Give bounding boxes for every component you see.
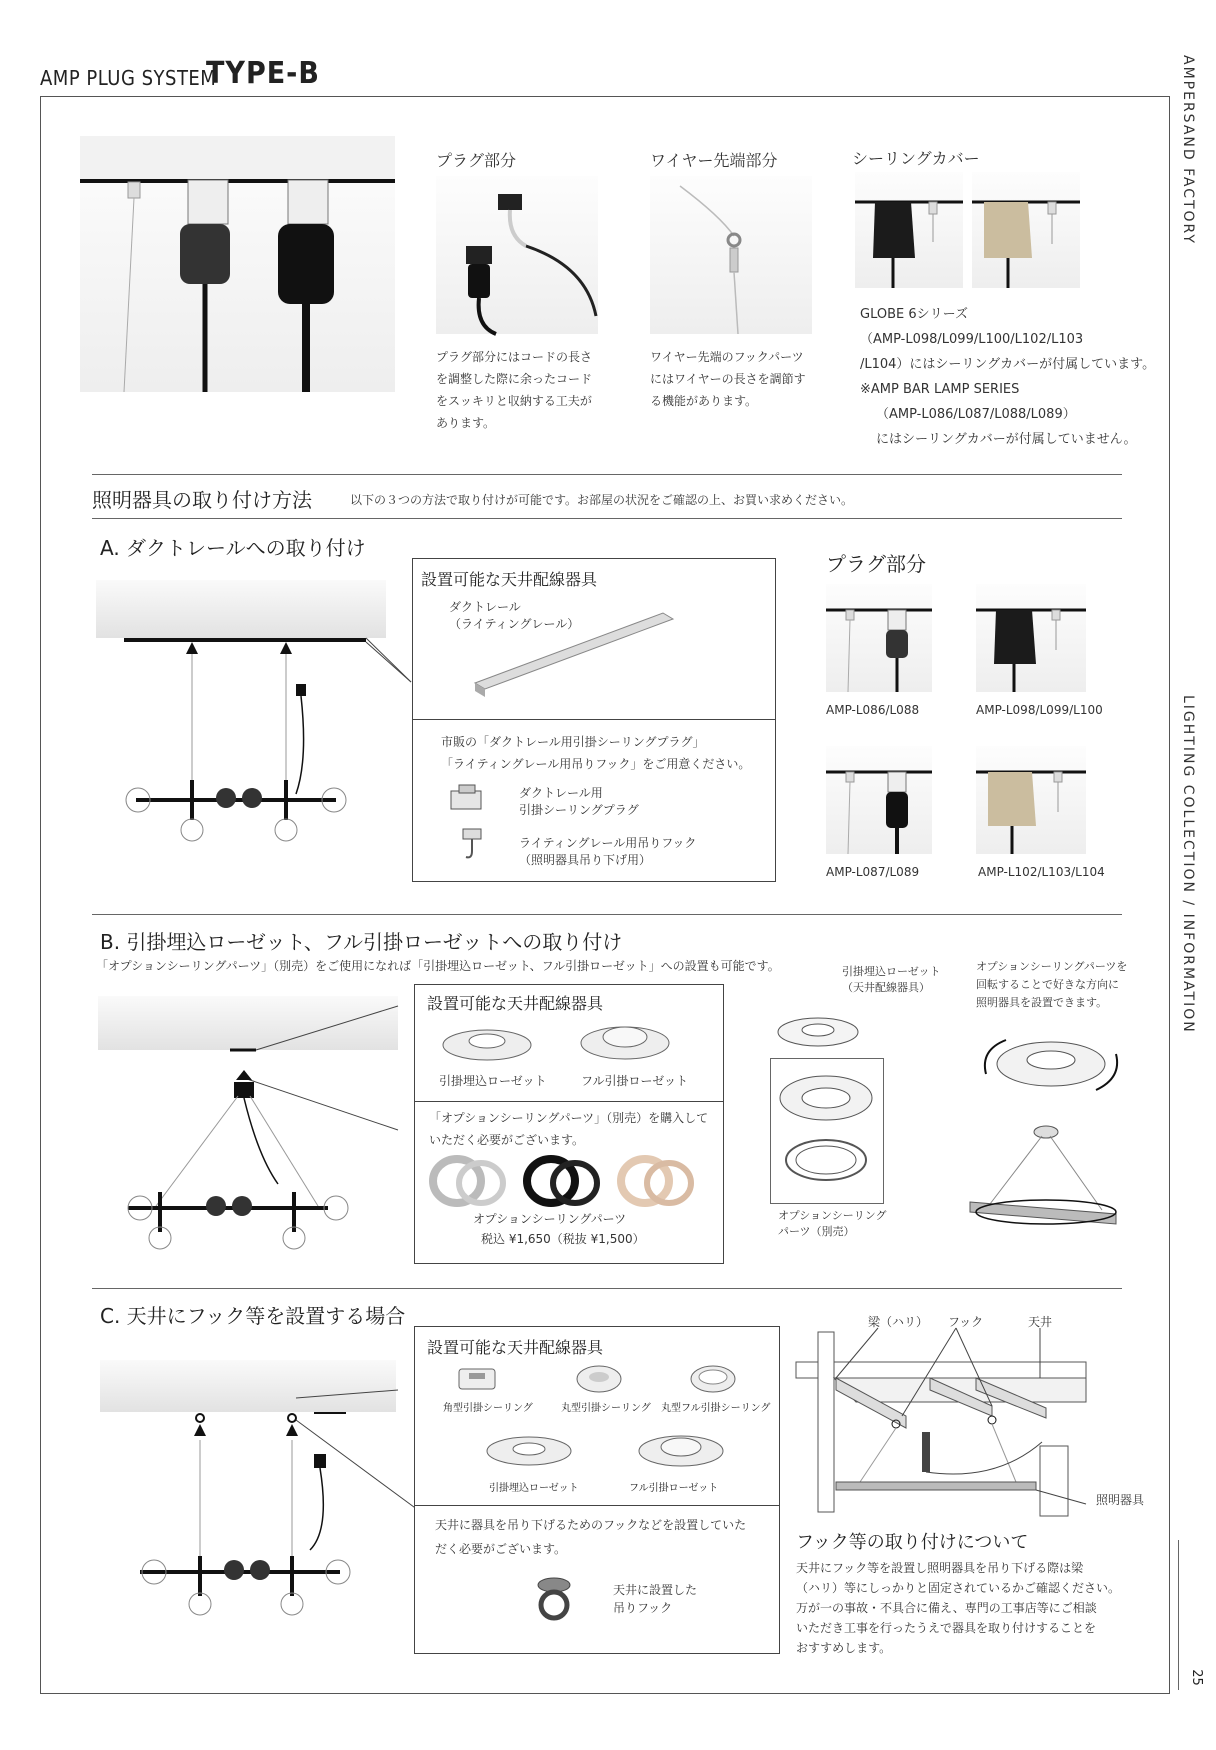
rail-hook-icon	[459, 829, 489, 865]
about-line: いただき工事を行ったうえで器具を取り付けすることを	[796, 1621, 1097, 1635]
cover-desc-line: にはシーリングカバーが付属していません。	[876, 432, 1137, 447]
about-line: （ハリ）等にしっかりと固定されているかご確認ください。	[796, 1581, 1121, 1595]
rotate-note-line: 回転することで好きな方向に	[976, 978, 1119, 991]
cover-black-illustration	[855, 172, 963, 288]
cover-desc-line: ※AMP BAR LAMP SERIES	[860, 382, 1020, 397]
model-illustration-2	[976, 584, 1086, 692]
wire-photo	[650, 176, 812, 334]
plug-desc-line: を調整した際に余ったコード	[436, 372, 593, 386]
diag-label2-line: パーツ（別売）	[778, 1225, 855, 1238]
fixture-label: 照明器具	[1096, 1493, 1145, 1507]
secB-note	[429, 1107, 708, 1151]
rosette1-icon	[437, 1019, 547, 1063]
about-desc	[796, 1558, 1146, 1658]
model-label-1: AMP-L086/L088	[826, 703, 920, 717]
item-square: 角型引掛シーリング	[443, 1403, 533, 1414]
model-photo-4	[976, 746, 1086, 854]
model-photo-1	[826, 584, 932, 692]
hook-label-line: 吊りフック	[613, 1601, 673, 1615]
secB-note-line: 「オプションシーリングパーツ」（別売）を購入して	[429, 1111, 709, 1125]
plug-adapter-icon	[449, 783, 489, 813]
page-number: 25	[1188, 1669, 1204, 1686]
item-embed: 引掛埋込ローゼット	[489, 1483, 579, 1494]
wire-desc-line: にはワイヤーの長さを調節す	[650, 372, 806, 386]
ceiling-hook-icon	[531, 1575, 577, 1625]
secA-item1	[519, 785, 639, 819]
about-line: おすすめします。	[796, 1641, 892, 1655]
hook-label	[613, 1581, 697, 1617]
plug-desc-line: プラグ部分にはコードの長さ	[436, 350, 593, 364]
square-ceiling-icon	[455, 1363, 501, 1393]
series-label: AMP PLUG SYSTEM	[40, 66, 217, 90]
model-illustration-1	[826, 584, 932, 692]
cover-title: シーリングカバー	[852, 149, 980, 168]
rotation-illustration	[976, 1020, 1126, 1110]
plug-illustration	[436, 176, 598, 334]
secA-item2	[519, 835, 696, 869]
secA-note-line: 「ライティングレール用吊りフック」をご用意ください。	[441, 757, 751, 771]
hero-illustration	[80, 136, 395, 392]
model-label-3: AMP-L087/L089	[826, 865, 920, 879]
rosette-exploded-parts	[776, 1064, 876, 1194]
secC-note	[435, 1513, 746, 1561]
diag-label1-line: 引掛埋込ローゼット	[842, 965, 941, 978]
secB-sub: 「オプションシーリングパーツ」（別売）をご使用になれば「引掛埋込ローゼット、フル引掛ローゼット」への設置も可能です。	[96, 959, 780, 973]
wire-desc-line: る機能があります。	[650, 394, 758, 408]
model-illustration-4	[976, 746, 1086, 854]
item-round: 丸型引掛シーリング	[561, 1403, 651, 1414]
diag-label1	[842, 964, 941, 996]
secA-item2-line: （照明器具吊り下げ用）	[519, 853, 652, 867]
secB-box-title: 設置可能な天井配線器具	[427, 994, 604, 1013]
hero-photo	[80, 136, 395, 392]
parts-name: オプションシーリングパーツ	[473, 1212, 627, 1226]
secB-box-divider	[415, 1101, 723, 1102]
diag-label2	[778, 1208, 887, 1240]
secB-title: B. 引掛埋込ローゼット、フル引掛ローゼットへの取り付け	[100, 930, 623, 954]
rosette-embed-icon	[481, 1427, 577, 1473]
round-ceiling-icon	[573, 1359, 625, 1395]
secC-diagram	[100, 1360, 420, 1620]
model-illustration-3	[826, 746, 932, 854]
brand-vertical: AMPERSAND FACTORY	[1180, 55, 1196, 245]
diag-label1-line: （天井配線器具）	[842, 981, 930, 994]
type-label: TYPE-B	[206, 56, 320, 91]
wire-desc	[650, 346, 820, 412]
rail-label-line: （ライティングレール）	[449, 617, 580, 631]
secA-item1-line: 引掛シーリングプラグ	[519, 803, 639, 817]
secB-rule	[92, 914, 1122, 915]
page-rule	[1178, 1540, 1179, 1690]
rosette2-label: フル引掛ローゼット	[581, 1074, 689, 1088]
secA-title: A. ダクトレールへの取り付け	[100, 536, 366, 560]
item-full: フル引掛ローゼット	[629, 1483, 719, 1494]
wire-illustration	[650, 176, 812, 334]
model-photo-2	[976, 584, 1086, 692]
rotate-note-line: 照明器具を設置できます。	[976, 996, 1108, 1009]
hook-label-line: 天井に設置した	[613, 1583, 698, 1597]
ceiling-label: 天井	[1028, 1315, 1053, 1329]
rail-illustration	[413, 559, 775, 719]
wire-title: ワイヤー先端部分	[650, 151, 778, 170]
parts-price: 税込 ¥1,650（税抜 ¥1,500）	[481, 1232, 645, 1246]
secC-title: C. 天井にフック等を設置する場合	[100, 1304, 406, 1328]
secA-plug-title: プラグ部分	[826, 552, 926, 576]
secB-diagram	[98, 996, 418, 1256]
rail-label-line: ダクトレール	[449, 600, 521, 614]
cover-gold-illustration	[972, 172, 1080, 288]
rotate-note-line: オプションシーリングパーツを	[976, 960, 1128, 973]
item-round-full: 丸型フル引掛シーリング	[661, 1403, 771, 1414]
model-label-4: AMP-L102/L103/L104	[978, 865, 1105, 879]
rotated-fixture-illustration	[966, 1120, 1126, 1240]
secC-rule	[92, 1288, 1122, 1289]
secA-note-line: 市販の「ダクトレール用引掛シーリングプラグ」	[441, 735, 705, 749]
secA-item2-line: ライティングレール用吊りフック	[519, 836, 697, 850]
secC-box-title: 設置可能な天井配線器具	[427, 1338, 604, 1357]
about-title: フック等の取り付けについて	[796, 1532, 1029, 1553]
rosette-full-icon	[633, 1425, 729, 1473]
secA-box-divider	[413, 719, 775, 720]
model-photo-3	[826, 746, 932, 854]
cover-gold-photo	[972, 172, 1080, 288]
secB-box	[414, 984, 724, 1264]
rotate-note	[976, 958, 1127, 1012]
method-title: 照明器具の取り付け方法	[92, 488, 312, 512]
secA-item1-line: ダクトレール用	[519, 786, 603, 800]
cover-desc-line: （AMP-L098/L099/L100/L102/L103	[860, 332, 1084, 347]
about-line: 万が一の事故・不具合に備え、専門の工事店等にご相談	[796, 1601, 1097, 1615]
plug-desc-line: をスッキリと収納する工夫が	[436, 394, 592, 408]
beam-label: 梁（ハリ）	[868, 1315, 929, 1329]
cover-desc-line: （AMP-L086/L087/L088/L089）	[876, 407, 1076, 422]
method-desc: 以下の３つの方法で取り付けが可能です。お部屋の状況をご確認の上、お買い求めください。	[350, 493, 854, 507]
cover-desc-line: GLOBE 6シリーズ	[860, 307, 968, 322]
beam-diagram	[796, 1332, 1126, 1512]
plug-desc	[436, 346, 606, 434]
method-rule-top	[92, 474, 1122, 475]
secC-note-line: だく必要がございます。	[435, 1542, 567, 1556]
secC-note-line: 天井に器具を吊り下げるためのフックなどを設置していた	[435, 1518, 747, 1532]
diag-label2-line: オプションシーリング	[778, 1209, 887, 1222]
model-label-2: AMP-L098/L099/L100	[976, 703, 1103, 717]
hook-diag-label: フック	[948, 1315, 984, 1329]
cover-black-photo	[855, 172, 963, 288]
rosette1-label: 引掛埋込ローゼット	[439, 1074, 547, 1088]
secC-box	[414, 1326, 780, 1654]
plug-desc-line: あります。	[436, 416, 496, 430]
wire-desc-line: ワイヤー先端のフックパーツ	[650, 350, 804, 364]
cover-desc	[860, 302, 1160, 452]
secC-box-divider	[415, 1505, 779, 1506]
about-line: 天井にフック等を設置し照明器具を吊り下げる際は梁	[796, 1561, 1084, 1575]
option-parts-illustration	[429, 1153, 709, 1211]
round-full-ceiling-icon	[687, 1359, 739, 1395]
rosette2-icon	[575, 1015, 685, 1063]
secB-note-line: いただく必要がございます。	[429, 1133, 585, 1147]
secA-note	[441, 731, 750, 775]
secA-box	[412, 558, 776, 882]
cover-desc-line: /L104）にはシーリングカバーが付属しています。	[860, 357, 1156, 372]
method-rule-bottom	[92, 518, 1122, 519]
plug-photo	[436, 176, 598, 334]
plug-title: プラグ部分	[436, 151, 517, 170]
secA-box-title: 設置可能な天井配線器具	[421, 570, 598, 589]
section-vertical: LIGHTING COLLECTION / INFORMATION	[1180, 695, 1196, 1034]
